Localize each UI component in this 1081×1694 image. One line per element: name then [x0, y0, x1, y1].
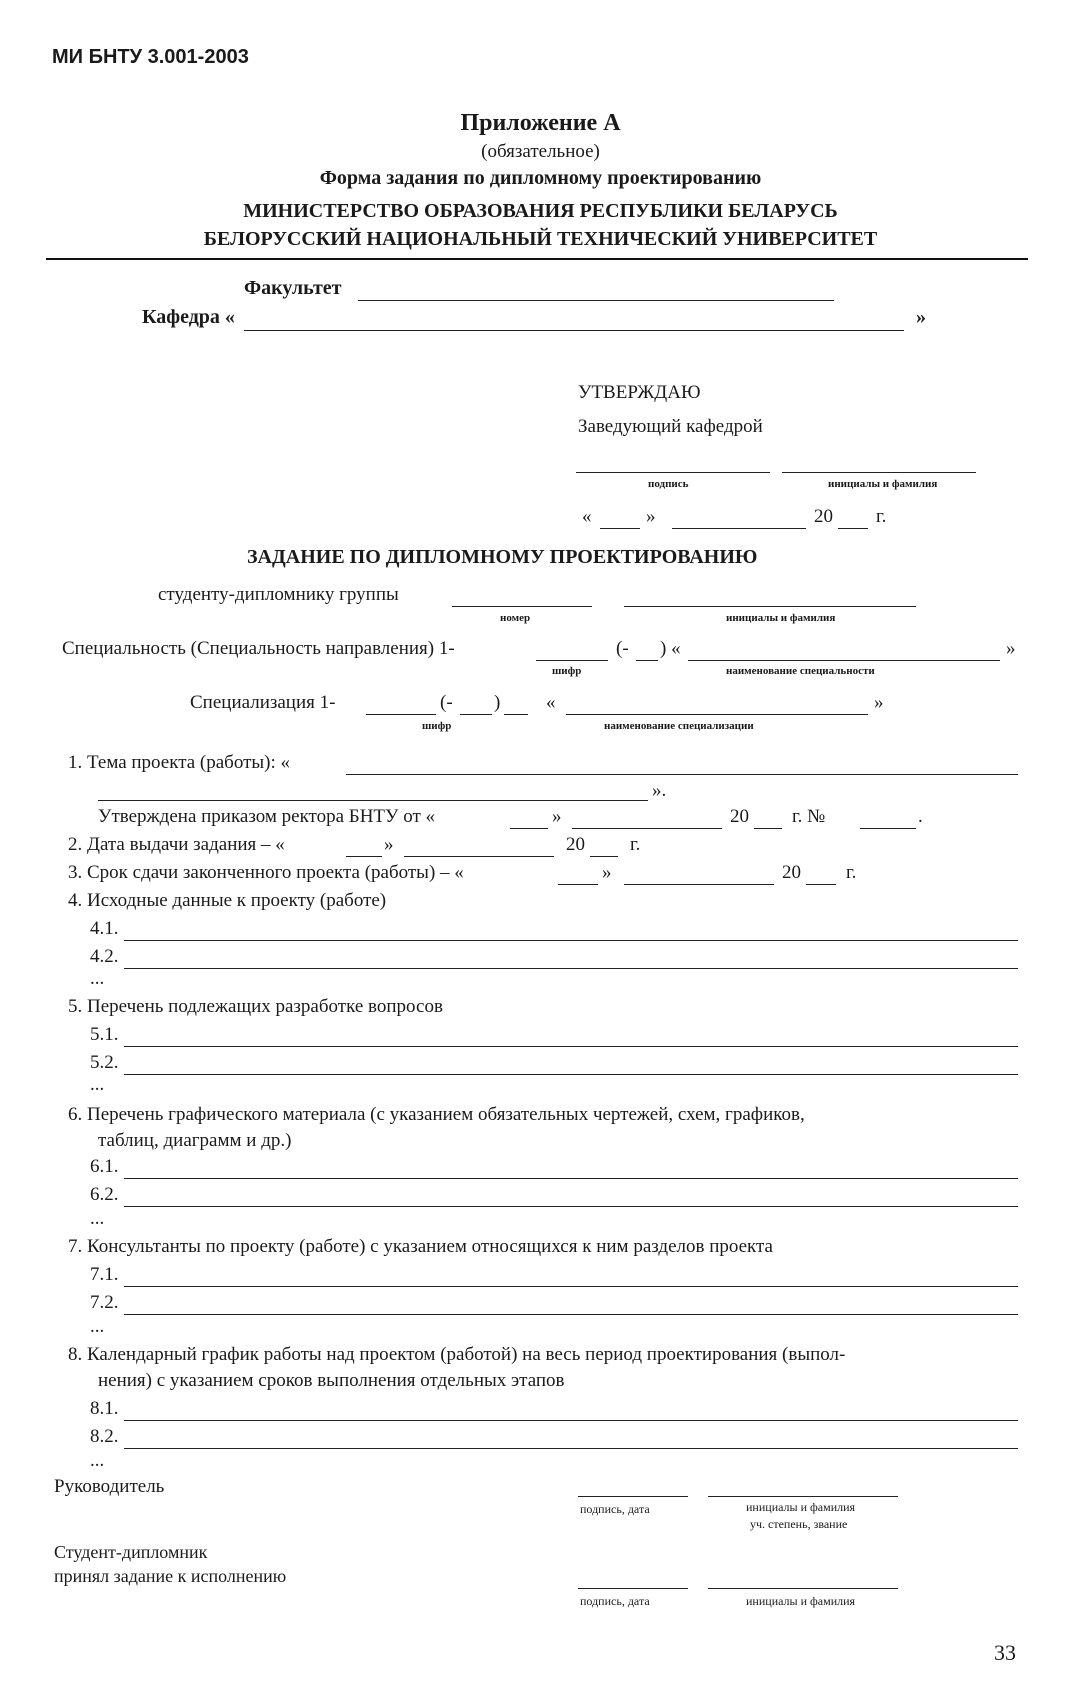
subitem-6-2-label: 6.2.	[90, 1184, 119, 1205]
item-7-consultants: 7. Консультанты по проекту (работе) с указанием относящихся к ним разделов проекта	[68, 1236, 773, 1257]
topic-field-line-1[interactable]	[346, 774, 1018, 775]
specialty-paren-open: (-	[616, 638, 629, 659]
subitem-4-2-field[interactable]	[124, 968, 1018, 969]
university-name: БЕЛОРУССКИЙ НАЦИОНАЛЬНЫЙ ТЕХНИЧЕСКИЙ УНИВЕРСИТЕТ	[203, 228, 878, 250]
assignment-title: ЗАДАНИЕ ПО ДИПЛОМНОМУ ПРОЕКТИРОВАНИЮ	[247, 546, 758, 568]
subitem-6-ellipsis: ...	[90, 1208, 105, 1229]
order-end: .	[918, 806, 923, 827]
subitem-4-1-label: 4.1.	[90, 918, 119, 939]
specialty-label: Специальность (Специальность направления) 1-	[62, 638, 455, 659]
specialty-name-field[interactable]	[688, 660, 1000, 661]
approve-date-close: »	[646, 506, 656, 527]
deadline-month-field[interactable]	[624, 884, 774, 885]
supervisor-name-caption: инициалы и фамилия	[746, 1500, 856, 1514]
head-name-caption: инициалы и фамилия	[828, 478, 938, 490]
order-year-prefix: 20	[730, 806, 749, 827]
subitem-6-1-label: 6.1.	[90, 1156, 119, 1177]
order-year-field[interactable]	[754, 828, 782, 829]
head-signature-field[interactable]	[576, 472, 770, 473]
supervisor-signature-caption: подпись, дата	[580, 1502, 650, 1516]
subitem-4-1-field[interactable]	[124, 940, 1018, 941]
document-code: МИ БНТУ 3.001-2003	[52, 46, 249, 68]
approve-year-suffix: г.	[876, 506, 887, 527]
deadline-year-prefix: 20	[782, 862, 801, 883]
specialty-paren-close: ) «	[660, 638, 681, 659]
ministry-name: МИНИСТЕРСТВО ОБРАЗОВАНИЯ РЕСПУБЛИКИ БЕЛАРУСЬ	[243, 200, 838, 222]
subitem-7-2-label: 7.2.	[90, 1292, 119, 1313]
approve-year-field[interactable]	[838, 528, 868, 529]
student-name-caption: инициалы и фамилия	[726, 612, 836, 624]
department-close: »	[916, 306, 926, 328]
specialization-extra-field[interactable]	[504, 714, 528, 715]
department-field[interactable]	[244, 330, 904, 331]
issue-date-close: »	[384, 834, 394, 855]
subitem-6-1-field[interactable]	[124, 1178, 1018, 1179]
specialization-subcode-field[interactable]	[460, 714, 492, 715]
specialty-subcode-field[interactable]	[636, 660, 658, 661]
specialization-code-field[interactable]	[366, 714, 436, 715]
supervisor-degree-caption: уч. степень, звание	[750, 1517, 848, 1531]
subitem-5-2-field[interactable]	[124, 1074, 1018, 1075]
order-number-label: г. №	[792, 806, 826, 827]
header-divider	[46, 258, 1028, 260]
page-number: 33	[994, 1640, 1016, 1665]
specialization-label: Специализация 1-	[190, 692, 336, 713]
student-group-label: студенту-дипломнику группы	[158, 584, 399, 605]
item-4-initial-data: 4. Исходные данные к проекту (работе)	[68, 890, 387, 911]
student-name-sign-caption: инициалы и фамилия	[746, 1594, 856, 1608]
specialty-code-caption: шифр	[552, 665, 582, 677]
supervisor-signature-field[interactable]	[578, 1496, 688, 1497]
subitem-8-1-field[interactable]	[124, 1420, 1018, 1421]
deadline-year-suffix: г.	[846, 862, 857, 883]
issue-year-field[interactable]	[590, 856, 618, 857]
subitem-7-ellipsis: ...	[90, 1316, 105, 1337]
subitem-5-1-field[interactable]	[124, 1046, 1018, 1047]
specialization-close: »	[874, 692, 884, 713]
order-label: Утверждена приказом ректора БНТУ от «	[98, 806, 436, 827]
approve-date-open: «	[582, 506, 592, 527]
subitem-8-1-label: 8.1.	[90, 1398, 119, 1419]
subitem-7-2-field[interactable]	[124, 1314, 1018, 1315]
topic-field-line-2[interactable]	[98, 800, 648, 801]
deadline-date-close: »	[602, 862, 612, 883]
item-2-issue-date: 2. Дата выдачи задания – «	[68, 834, 285, 855]
group-number-caption: номер	[500, 612, 531, 624]
faculty-field[interactable]	[358, 300, 834, 301]
group-number-field[interactable]	[452, 606, 592, 607]
specialization-name-field[interactable]	[566, 714, 868, 715]
deadline-day-field[interactable]	[558, 884, 598, 885]
student-signature-caption: подпись, дата	[580, 1594, 650, 1608]
item-8-schedule-line-1: 8. Календарный график работы над проектом (работой) на весь период проектирования (выпол-	[68, 1344, 846, 1365]
specialty-close: »	[1006, 638, 1016, 659]
specialization-code-caption: шифр	[422, 720, 452, 732]
appendix-status: (обязательное)	[481, 141, 600, 162]
subitem-5-ellipsis: ...	[90, 1074, 105, 1095]
item-5-questions: 5. Перечень подлежащих разработке вопросов	[68, 996, 443, 1017]
subitem-8-ellipsis: ...	[90, 1450, 105, 1471]
student-signature-field[interactable]	[578, 1588, 688, 1589]
faculty-label: Факультет	[244, 277, 342, 299]
item-6-graphics-line-2: таблиц, диаграмм и др.)	[98, 1130, 292, 1151]
specialty-name-caption: наименование специальности	[726, 665, 875, 677]
issue-month-field[interactable]	[404, 856, 554, 857]
subitem-4-ellipsis: ...	[90, 968, 105, 989]
form-title: Форма задания по дипломному проектированию	[319, 167, 762, 189]
specialization-paren-open: (-	[440, 692, 453, 713]
subitem-7-1-field[interactable]	[124, 1286, 1018, 1287]
head-name-field[interactable]	[782, 472, 976, 473]
issue-year-suffix: г.	[630, 834, 641, 855]
topic-close: ».	[652, 780, 667, 801]
specialization-open: «	[546, 692, 556, 713]
subitem-8-2-label: 8.2.	[90, 1426, 119, 1447]
order-number-field[interactable]	[860, 828, 916, 829]
subitem-7-1-label: 7.1.	[90, 1264, 119, 1285]
item-3-deadline: 3. Срок сдачи законченного проекта (работы) – «	[68, 862, 464, 883]
item-6-graphics-line-1: 6. Перечень графического материала (с указанием обязательных чертежей, схем, графиков,	[68, 1104, 805, 1125]
student-label-line-1: Студент-дипломник	[54, 1542, 208, 1562]
student-name-sign-field[interactable]	[708, 1588, 898, 1589]
approve-day-field[interactable]	[600, 528, 640, 529]
supervisor-label: Руководитель	[54, 1476, 165, 1497]
order-date-close: »	[552, 806, 562, 827]
deadline-year-field[interactable]	[806, 884, 836, 885]
subitem-5-1-label: 5.1.	[90, 1024, 119, 1045]
specialization-name-caption: наименование специализации	[604, 720, 754, 732]
item-1-topic: 1. Тема проекта (работы): «	[68, 752, 291, 773]
subitem-5-2-label: 5.2.	[90, 1052, 119, 1073]
approve-title: УТВЕРЖДАЮ	[578, 382, 701, 403]
student-name-field[interactable]	[624, 606, 916, 607]
order-day-field[interactable]	[510, 828, 548, 829]
approve-year-prefix: 20	[814, 506, 833, 527]
issue-day-field[interactable]	[346, 856, 382, 857]
specialty-code-field[interactable]	[536, 660, 608, 661]
approve-month-field[interactable]	[672, 528, 806, 529]
department-label: Кафедра «	[142, 306, 235, 328]
issue-year-prefix: 20	[566, 834, 585, 855]
approve-position: Заведующий кафедрой	[578, 416, 763, 437]
subitem-4-2-label: 4.2.	[90, 946, 119, 967]
appendix-title: Приложение А	[460, 110, 621, 136]
item-8-schedule-line-2: нения) с указанием сроков выполнения отдельных этапов	[98, 1370, 565, 1391]
order-month-field[interactable]	[572, 828, 722, 829]
student-label-line-2: принял задание к исполнению	[54, 1566, 287, 1586]
subitem-6-2-field[interactable]	[124, 1206, 1018, 1207]
supervisor-name-field[interactable]	[708, 1496, 898, 1497]
specialization-paren-close: )	[494, 692, 501, 713]
head-signature-caption: подпись	[648, 478, 689, 490]
subitem-8-2-field[interactable]	[124, 1448, 1018, 1449]
